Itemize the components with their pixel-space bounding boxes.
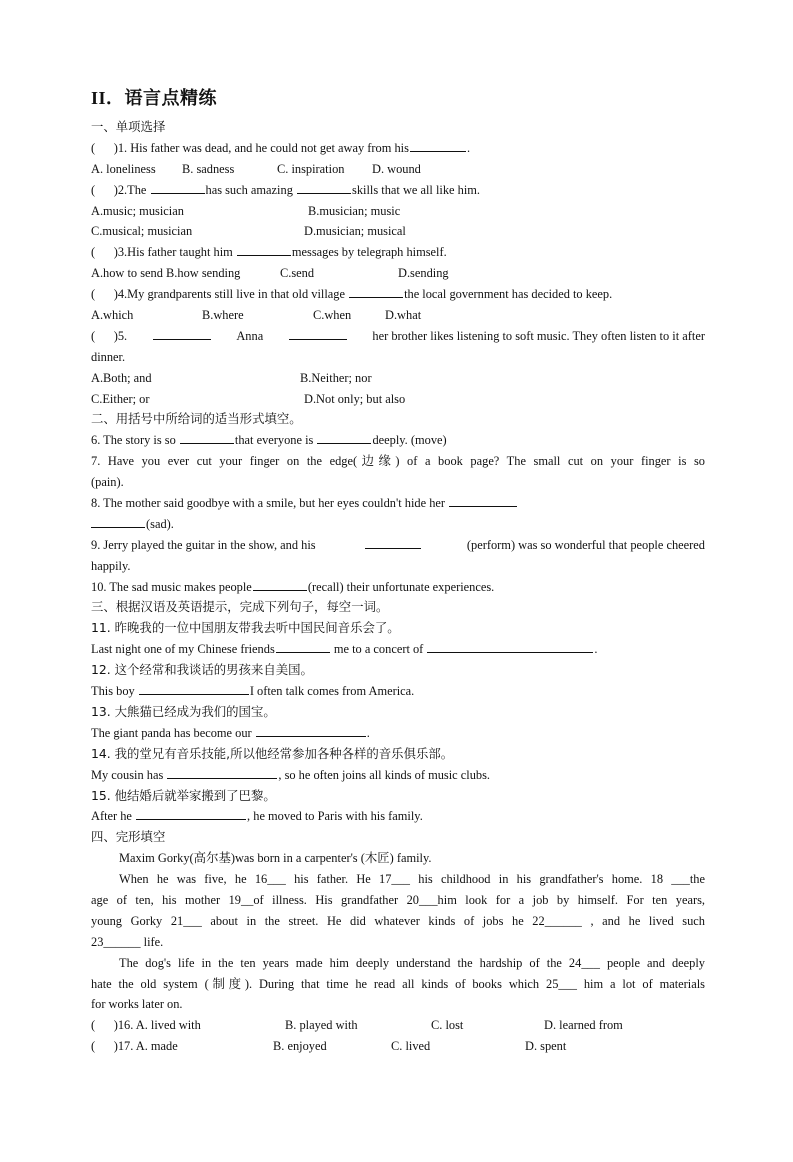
passage-paragraph-3-line2: hate the old system (制度). During that time he read all kinds of books which 25___ him a lot of materials [91, 976, 705, 991]
option-c: C.Either; or [91, 391, 150, 406]
answer-blank[interactable] [180, 430, 234, 444]
question-8-line2: (sad). [91, 514, 705, 535]
question-3-stem: ( )3.His father taught him messages by telegraph himself. [91, 242, 705, 263]
question-6: 6. The story is so that everyone is deeply. (move) [91, 430, 705, 451]
option-a-b: A.how to send B.how sending [91, 266, 241, 281]
answer-blank[interactable] [427, 639, 593, 653]
question-5-options-row1 [91, 368, 705, 389]
question-2-stem: ( )2.The has such amazing skills that we all like him. [91, 180, 705, 201]
option-a: A.Both; and [91, 370, 152, 385]
question-12-english: This boy I often talk comes from America. [91, 681, 705, 702]
option-d: D. wound [372, 161, 421, 176]
passage-paragraph-2-line2: age of ten, his mother 19__of illness. His grandfather 20___him look for a job by himself. For ten years, [91, 892, 705, 907]
answer-blank[interactable] [365, 535, 421, 549]
answer-blank[interactable] [297, 180, 351, 194]
passage-paragraph-2-line3: young Gorky 21___ about in the street. He did whatever kinds of jobs he 22______ , and he lived such [91, 913, 705, 928]
answer-blank[interactable] [349, 284, 403, 298]
answer-blank[interactable] [410, 138, 466, 152]
question-15-chinese: 15. 他结婚后就举家搬到了巴黎。 [91, 787, 276, 803]
answer-blank[interactable] [449, 493, 517, 507]
answer-blank[interactable] [317, 430, 371, 444]
option-a: A.which [91, 308, 134, 323]
question-4-stem: ( )4.My grandparents still live in that old village the local government has decided to keep. [91, 284, 705, 305]
option-d: D. spent [525, 1039, 567, 1054]
question-9-line1: 9. Jerry played the guitar in the show, and his (perform) was so wonderful that people cheered [91, 535, 705, 556]
option-d: D.musician; musical [304, 224, 406, 239]
answer-blank[interactable] [167, 765, 277, 779]
question-7-line2: (pain). [91, 475, 124, 490]
option-c: C. lived [391, 1039, 431, 1054]
question-13-chinese: 13. 大熊猫已经成为我们的国宝。 [91, 703, 276, 719]
question-9-line2: happily. [91, 558, 131, 573]
passage-paragraph-3-line3: for works later on. [91, 997, 183, 1012]
answer-blank[interactable] [91, 514, 145, 528]
question-16-options [91, 1015, 705, 1036]
question-5-stem-cont: dinner. [91, 349, 126, 364]
option-d: D.Not only; but also [304, 391, 406, 406]
option-d: D.what [385, 308, 422, 323]
question-3-options [91, 263, 705, 284]
option-d: D. learned from [544, 1018, 623, 1033]
question-14-chinese: 14. 我的堂兄有音乐技能,所以他经常参加各种各样的音乐俱乐部。 [91, 745, 454, 761]
exercise-content [91, 117, 705, 1057]
option-c: C.send [280, 266, 315, 281]
question-1-options [91, 159, 705, 180]
passage-paragraph-1: Maxim Gorky(高尔基)was born in a carpenter's (木匠) family. [119, 851, 432, 866]
answer-blank[interactable] [139, 681, 249, 695]
question-11-english: Last night one of my Chinese friends me to a concert of . [91, 639, 705, 660]
answer-blank[interactable] [153, 326, 211, 340]
answer-blank[interactable] [237, 242, 291, 256]
answer-blank[interactable] [136, 806, 246, 820]
question-10: 10. The sad music makes people (recall) their unfortunate experiences. [91, 577, 705, 598]
option-b: B. sadness [182, 161, 235, 176]
question-5-stem: ( )5. Anna her brother likes listening to soft music. They often listen to it after [91, 326, 705, 347]
answer-blank[interactable] [253, 577, 307, 591]
section-header-multiple-choice: 一、单项选择 [91, 119, 166, 134]
passage-paragraph-2-line1: When he was five, he 16___ his father. He 17___ his childhood in his grandfather's home. 18 ___the [119, 872, 705, 887]
question-15-english: After he , he moved to Paris with his family. [91, 806, 705, 827]
option-a: ( )17. A. made [91, 1039, 178, 1054]
question-2-options-row1 [91, 201, 705, 222]
question-8-line1: 8. The mother said goodbye with a smile, but her eyes couldn't hide her [91, 493, 705, 514]
option-b: B.musician; music [308, 203, 401, 218]
question-11-chinese: 11. 昨晚我的一位中国朋友带我去听中国民间音乐会了。 [91, 620, 400, 636]
question-12-chinese: 12. 这个经常和我谈话的男孩来自美国。 [91, 662, 313, 678]
question-5-options-row2 [91, 389, 705, 410]
option-a: A.music; musician [91, 203, 184, 218]
section-header-cloze: 四、完形填空 [91, 829, 166, 845]
option-c: C.musical; musician [91, 224, 193, 239]
passage-paragraph-2-line4: 23______ life. [91, 934, 164, 949]
option-b: B.where [202, 308, 244, 323]
question-13-english: The giant panda has become our . [91, 723, 705, 744]
section-title: II．语言点精练 [91, 88, 218, 108]
option-a: ( )16. A. lived with [91, 1018, 201, 1033]
question-4-options [91, 305, 705, 326]
option-b: B. enjoyed [273, 1039, 327, 1054]
passage-paragraph-3-line1: The dog's life in the ten years made him deeply understand the hardship of the 24___ people and deeply [119, 955, 705, 970]
option-b: B. played with [285, 1018, 358, 1033]
question-2-options-row2 [91, 221, 705, 242]
option-d: D.sending [398, 266, 449, 281]
answer-blank[interactable] [256, 723, 366, 737]
section-header-word-forms: 二、用括号中所给词的适当形式填空。 [91, 411, 302, 427]
question-7-line1: 7. Have you ever cut your finger on the edge(边缘) of a book page? The small cut on your finger is so [91, 454, 705, 469]
section-header-translation: 三、根据汉语及英语提示，完成下列句子，每空一词。 [91, 599, 389, 615]
option-a: A. loneliness [91, 161, 156, 176]
option-b: B.Neither; nor [300, 370, 372, 385]
question-17-options [91, 1036, 705, 1057]
option-c: C.when [313, 308, 352, 323]
question-1-stem: ( )1. His father was dead, and he could not get away from his . [91, 138, 705, 159]
answer-blank[interactable] [151, 180, 205, 194]
answer-blank[interactable] [289, 326, 347, 340]
question-14-english: My cousin has , so he often joins all kinds of music clubs. [91, 765, 705, 786]
option-c: C. lost [431, 1018, 464, 1033]
answer-blank[interactable] [276, 639, 330, 653]
option-c: C. inspiration [277, 161, 345, 176]
